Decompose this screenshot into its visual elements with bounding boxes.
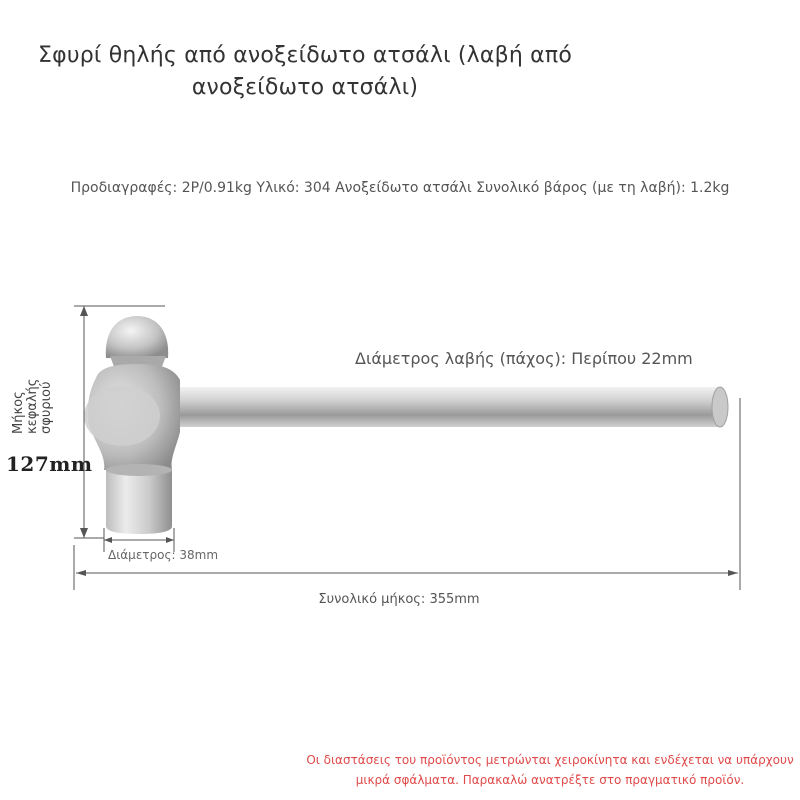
product-title-line1: Σφυρί θηλής από ανοξείδωτο ατσάλι (λαβή από (38, 43, 572, 68)
product-title-line2: ανοξείδωτο ατσάλι) (191, 75, 419, 100)
head-diameter-label: Διάμετρος: 38mm (108, 548, 219, 562)
measurement-disclaimer: Οι διαστάσεις του προϊόντος μετρώνται χειροκίνητα και ενδέχεται να υπάρχουν μικρά σφάλματα. Παρακαλώ ανατρέξτε στο πραγματικό προϊόν. (306, 753, 794, 787)
head-length-value: 127mm (6, 452, 93, 476)
hammer-head (84, 316, 180, 534)
hammer-handle (160, 387, 728, 427)
head-length-label-text: Μήκος κεφαλής σφυριού (11, 378, 54, 434)
head-length-label (12, 374, 72, 434)
handle-diameter-label: Διάμετρος λαβής (πάχος): Περίπου 22mm (355, 349, 693, 368)
total-length-text: Συνολικό μήκος: 355mm (318, 592, 480, 607)
specifications-text: Προδιαγραφές: 2P/0.91kg Υλικό: 304 Ανοξείδωτο ατσάλι Συνολικό βάρος (με τη λαβή): 1.2kg (70, 180, 730, 196)
total-length-label (0, 592, 800, 607)
